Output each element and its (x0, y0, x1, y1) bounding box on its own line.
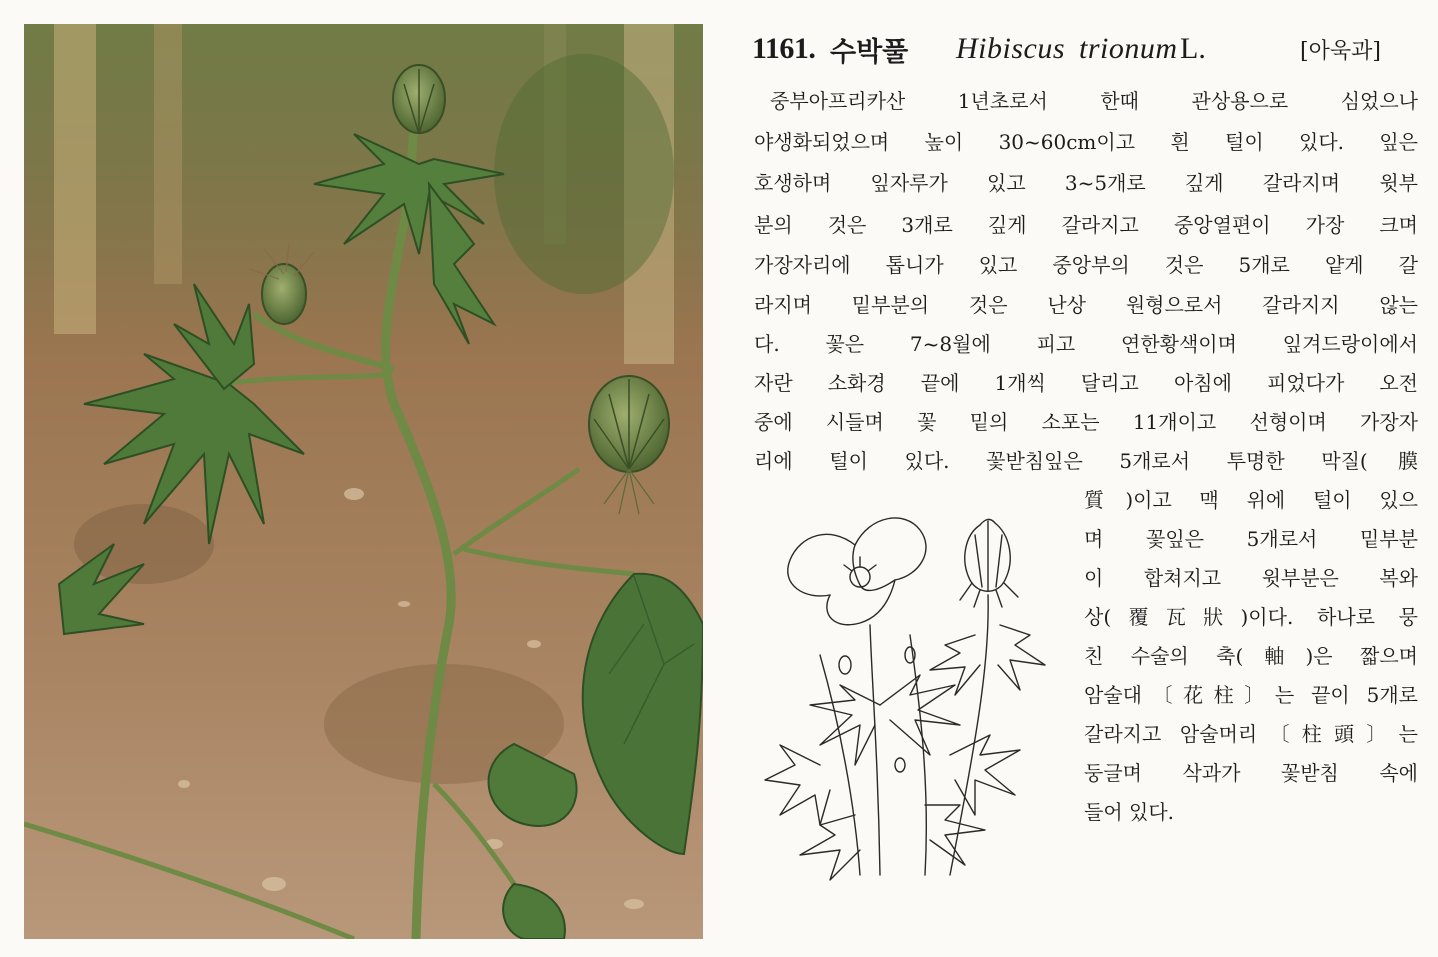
body-line: 분의 것은 3개로 깊게 갈라지고 중앙열편이 가장 크며 (754, 213, 1418, 237)
body-line-narrow: 둥글며 삭과가 꽃받침 속에 (1084, 761, 1418, 785)
body-line-narrow: 들어 있다. (1084, 800, 1174, 824)
body-line-narrow: 갈라지고 암술머리〔柱頭〕는 (1084, 722, 1418, 746)
body-line: 라지며 밑부분의 것은 난상 원형으로서 갈라지지 않는 (754, 293, 1418, 317)
botanical-line-drawing (760, 505, 1060, 885)
entry-header (752, 30, 1412, 70)
body-line: 자란 소화경 끝에 1개씩 달리고 아침에 피었다가 오전 (754, 371, 1418, 395)
plant-photo (24, 24, 703, 939)
body-line: 야생화되었으며 높이 30~60cm이고 흰 털이 있다. 잎은 (754, 130, 1418, 154)
botanical-drawing-image (760, 505, 1060, 885)
korean-name: 수박풀 (830, 37, 909, 68)
author-abbreviation: L. (1180, 32, 1206, 65)
plant-photo-image (24, 24, 703, 939)
body-line: 호생하며 잎자루가 있고 3~5개로 깊게 갈라지며 윗부 (754, 171, 1418, 195)
body-line: 다. 꽃은 7~8월에 피고 연한황색이며 잎겨드랑이에서 (754, 332, 1418, 356)
body-line-narrow: 상(覆瓦狀)이다. 하나로 뭉 (1084, 605, 1418, 629)
scientific-name: Hibiscus trionum (956, 32, 1178, 65)
body-line: 리에 털이 있다. 꽃받침잎은 5개로서 투명한 막질(膜 (754, 449, 1418, 473)
body-line-narrow: 친 수술의 축(軸)은 짧으며 (1084, 644, 1418, 668)
body-line-narrow: 암술대〔花柱〕는 끝이 5개로 (1084, 683, 1418, 707)
body-line-narrow: 며 꽃잎은 5개로서 밑부분 (1084, 527, 1418, 551)
entry-number: 1161. (752, 32, 816, 65)
body-line: 중부아프리카산 1년초로서 한때 관상용으로 심었으나 (770, 89, 1418, 113)
body-line-narrow: 이 합쳐지고 윗부분은 복와 (1084, 566, 1418, 590)
family-name: [아욱과] (1300, 39, 1381, 64)
body-line: 중에 시들며 꽃 밑의 소포는 11개이고 선형이며 가장자 (754, 410, 1418, 434)
body-line: 가장자리에 톱니가 있고 중앙부의 것은 5개로 얕게 갈 (754, 253, 1418, 277)
body-line-narrow: 質)이고 맥 위에 털이 있으 (1084, 488, 1418, 512)
